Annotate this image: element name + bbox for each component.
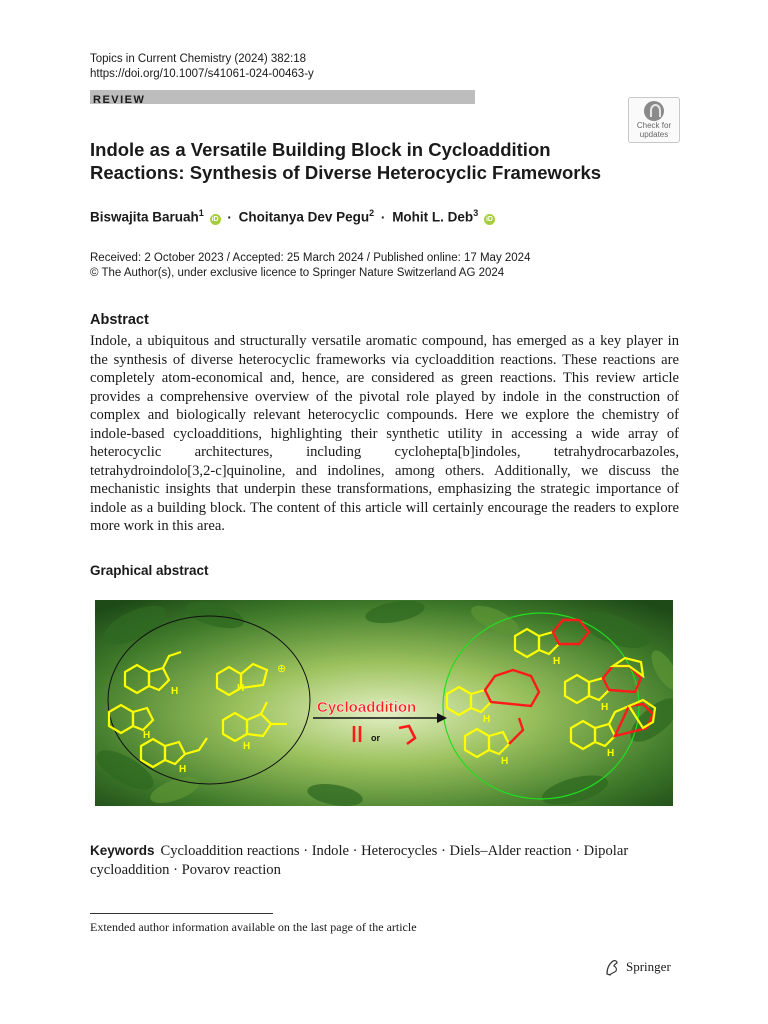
author-name: Choitanya Dev Pegu (238, 209, 370, 225)
nh-label: H (501, 756, 509, 767)
author-affiliation: 2 (369, 208, 375, 218)
nh-label: H (237, 683, 245, 694)
nh-label: H (243, 741, 251, 752)
publisher-name: Springer (626, 959, 671, 974)
doi-link[interactable]: https://doi.org/10.1007/s41061-024-00463-y (90, 68, 314, 80)
orcid-icon[interactable]: iD (211, 215, 219, 223)
nh-label: H (607, 748, 615, 759)
nh-label: H (179, 764, 187, 775)
section-label-bar (90, 90, 475, 104)
check-for-updates-label: Check for updates (636, 121, 672, 139)
graphical-abstract-image (95, 600, 673, 806)
springer-horse-icon (604, 958, 620, 976)
abstract-text: Indole, a ubiquitous and structurally versatile aromatic compound, has emerged as a key player in the synthesis of diverse heterocyclic frameworks via cycloaddition reactions. These reactions are completely atom-economical and, hence, are considered as green reactions. This review article provides a comprehensive overview of the pivotal role played by indole in the construction of complex and biologically relevant heterocyclic compounds. Here we explore the chemistry of indole-based cycloadditions, highlighting their synthetic utility in accessing a wide array of heterocyclic architectures, including cyclohepta[b]indoles, tetrahydrocarbazoles, tetrahydroindolo[3,2-c]quinoline, and indolines, among others. Additionally, we discuss the mechanistic insights that underpin these transformations, emphasizing the strategic importance of indole as a building block. The content of this article will certainly encourage the readers to explore more work in this area. (90, 333, 679, 534)
nh-label: H (171, 686, 179, 697)
check-for-updates-button[interactable] (628, 97, 680, 143)
nh-label: H (601, 702, 609, 713)
reaction-label: Cycloaddition (317, 699, 417, 716)
author-affiliation: 3 (473, 208, 479, 218)
bookmark-icon (644, 101, 664, 121)
keywords-section (90, 842, 680, 879)
publication-history (90, 251, 530, 281)
section-label: REVIEW (93, 94, 146, 106)
orcid-icon[interactable]: iD (485, 215, 493, 223)
nh-label: H (553, 656, 561, 667)
journal-citation (90, 52, 314, 82)
keywords-label: Keywords (90, 843, 155, 858)
publisher-logo (604, 958, 671, 976)
or-label: or (371, 733, 380, 743)
graphical-abstract-svg (95, 600, 673, 806)
copyright-notice: © The Author(s), under exclusive licence to Springer Nature Switzerland AG 2024 (90, 267, 505, 279)
journal-reference: Topics in Current Chemistry (2024) 382:18 (90, 53, 307, 65)
nh-label: H (143, 730, 151, 741)
abstract-heading: Abstract (90, 312, 149, 328)
footnote-text: Extended author information available on the last page of the article (90, 920, 417, 934)
publication-dates: Received: 2 October 2023 / Accepted: 25 March 2024 / Published online: 17 May 2024 (90, 252, 531, 264)
author-affiliation: 1 (198, 208, 204, 218)
nh-label: H (483, 714, 491, 725)
keywords-list: Cycloaddition reactions · Indole · Heterocycles · Diels–Alder reaction · Dipolar cycloaddition · Povarov reaction (90, 843, 629, 878)
author-name: Biswajita Baruah (90, 209, 199, 225)
author-name: Mohit L. Deb (392, 209, 474, 225)
positive-charge-label: ⊕ (277, 663, 287, 675)
graphical-abstract-heading: Graphical abstract (90, 563, 209, 578)
author-list: Biswajita Baruah$^1$ iD · Choitanya Dev Pegu$^2$ · Mohit L. Deb$^3$ iD (90, 208, 493, 225)
article-title: Indole as a Versatile Building Block in Cycloaddition Reactions: Synthesis of Diverse Heterocyclic Frameworks (90, 139, 602, 183)
footnote-divider (90, 913, 273, 914)
